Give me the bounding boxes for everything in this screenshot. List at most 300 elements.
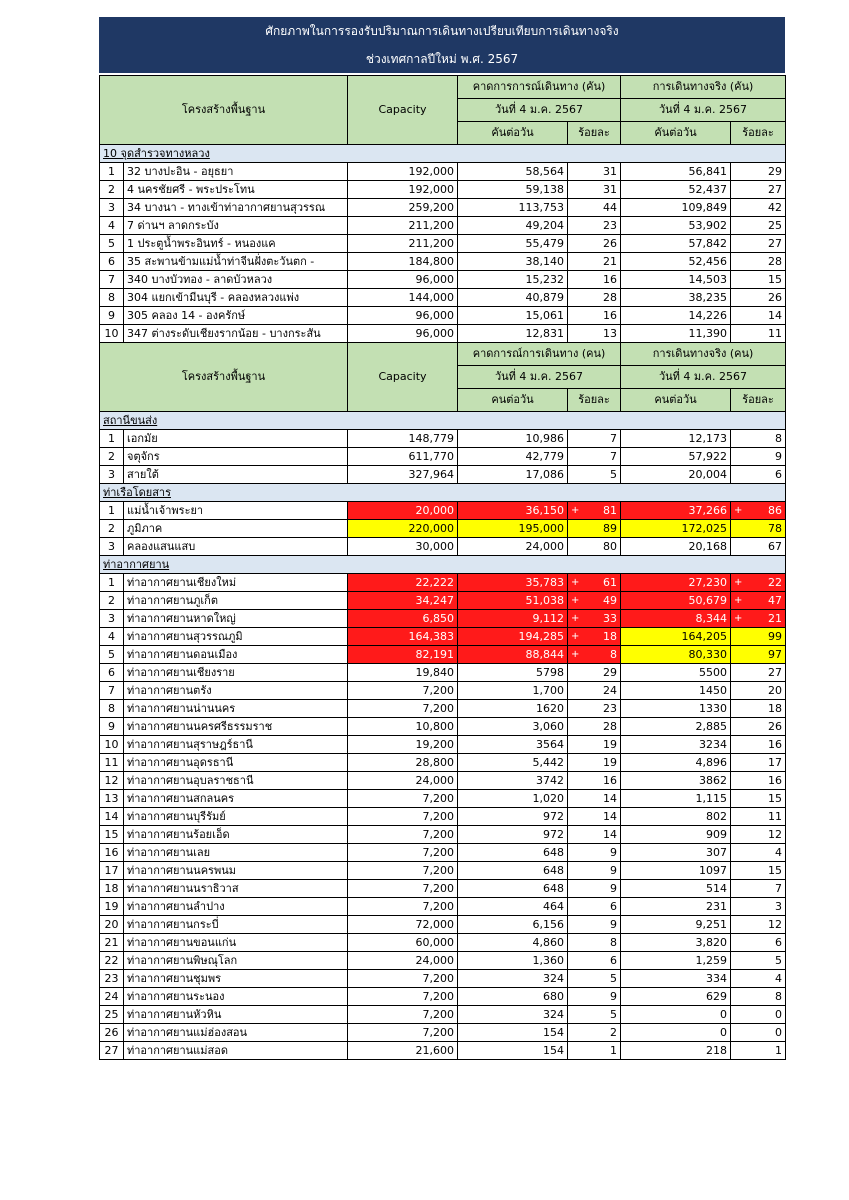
percent-with-sign xyxy=(571,611,617,627)
actual-percent: 6 xyxy=(731,466,786,484)
row-number: 9 xyxy=(100,307,124,325)
capacity-value: 220,000 xyxy=(348,520,458,538)
forecast-percent: 9 xyxy=(568,880,621,898)
capacity-value: 164,383 xyxy=(348,628,458,646)
table-row xyxy=(100,682,786,700)
capacity-value: 21,600 xyxy=(348,1042,458,1060)
header-infra: โครงสร้างพื้นฐาน xyxy=(100,343,348,412)
forecast-percent: 26 xyxy=(568,235,621,253)
actual-percent: 97 xyxy=(731,646,786,664)
row-number: 20 xyxy=(100,916,124,934)
actual-per-day: 218 xyxy=(621,1042,731,1060)
percent-with-sign xyxy=(571,503,617,519)
table-row xyxy=(100,448,786,466)
row-number: 3 xyxy=(100,466,124,484)
actual-per-day: 3234 xyxy=(621,736,731,754)
capacity-value: 7,200 xyxy=(348,970,458,988)
header-actual-per-day: คันต่อวัน xyxy=(621,122,731,145)
forecast-per-day: 17,086 xyxy=(458,466,568,484)
actual-percent: 15 xyxy=(731,271,786,289)
table-row xyxy=(100,163,786,181)
forecast-percent: 5 xyxy=(568,466,621,484)
forecast-per-day: 972 xyxy=(458,808,568,826)
row-name: ท่าอากาศยานสกลนคร xyxy=(124,790,348,808)
row-name: ท่าอากาศยานนครศรีธรรมราช xyxy=(124,718,348,736)
actual-percent: 99 xyxy=(731,628,786,646)
row-number: 15 xyxy=(100,826,124,844)
table-row xyxy=(100,772,786,790)
over-capacity-sign: + xyxy=(571,648,580,660)
capacity-value: 96,000 xyxy=(348,307,458,325)
percent-with-sign xyxy=(571,647,617,663)
capacity-value: 20,000 xyxy=(348,502,458,520)
actual-percent: 28 xyxy=(731,253,786,271)
over-capacity-sign: + xyxy=(571,594,580,606)
row-number: 10 xyxy=(100,736,124,754)
forecast-percent: 31 xyxy=(568,181,621,199)
row-name: ท่าอากาศยานภูเก็ต xyxy=(124,592,348,610)
row-name: 4 นครชัยศรี - พระประโทน xyxy=(124,181,348,199)
table-row xyxy=(100,808,786,826)
forecast-per-day: 1,020 xyxy=(458,790,568,808)
row-number: 2 xyxy=(100,181,124,199)
table-row xyxy=(100,970,786,988)
row-number: 6 xyxy=(100,664,124,682)
actual-per-day: 57,842 xyxy=(621,235,731,253)
percent-value: 22 xyxy=(768,575,783,589)
forecast-percent: 2 xyxy=(568,1024,621,1042)
table-row xyxy=(100,430,786,448)
forecast-per-day: 10,986 xyxy=(458,430,568,448)
capacity-value: 34,247 xyxy=(348,592,458,610)
actual-percent: 4 xyxy=(731,970,786,988)
actual-per-day: 27,230 xyxy=(621,574,731,592)
row-name: 32 บางปะอิน - อยุธยา xyxy=(124,163,348,181)
actual-percent: 14 xyxy=(731,307,786,325)
capacity-value: 7,200 xyxy=(348,1024,458,1042)
row-name: 1 ประตูน้ำพระอินทร์ - หนองแค xyxy=(124,235,348,253)
row-name: ท่าอากาศยานนราธิวาส xyxy=(124,880,348,898)
forecast-percent xyxy=(568,628,621,646)
row-name: 7 ด่านฯ ลาดกระบัง xyxy=(124,217,348,235)
forecast-per-day: 15,232 xyxy=(458,271,568,289)
forecast-percent: 16 xyxy=(568,307,621,325)
table-row xyxy=(100,1006,786,1024)
table-row xyxy=(100,754,786,772)
actual-percent: 11 xyxy=(731,325,786,343)
table-row xyxy=(100,610,786,628)
over-capacity-sign: + xyxy=(571,612,580,624)
capacity-value: 22,222 xyxy=(348,574,458,592)
actual-per-day: 334 xyxy=(621,970,731,988)
row-number: 8 xyxy=(100,289,124,307)
forecast-per-day: 464 xyxy=(458,898,568,916)
capacity-value: 28,800 xyxy=(348,754,458,772)
forecast-per-day: 6,156 xyxy=(458,916,568,934)
forecast-percent: 9 xyxy=(568,844,621,862)
table-row xyxy=(100,253,786,271)
forecast-per-day: 55,479 xyxy=(458,235,568,253)
over-capacity-sign: + xyxy=(734,576,743,588)
row-number: 9 xyxy=(100,718,124,736)
capacity-value: 7,200 xyxy=(348,808,458,826)
capacity-value: 7,200 xyxy=(348,1006,458,1024)
capacity-value: 7,200 xyxy=(348,790,458,808)
header-forecast-date: วันที่ 4 ม.ค. 2567 xyxy=(458,366,621,389)
percent-value: 33 xyxy=(603,611,618,625)
percent-value: 18 xyxy=(603,629,618,643)
header-actual: การเดินทางจริง (คน) xyxy=(621,343,786,366)
percent-value: 49 xyxy=(603,593,618,607)
forecast-per-day: 195,000 xyxy=(458,520,568,538)
row-name: ท่าอากาศยานบุรีรัมย์ xyxy=(124,808,348,826)
forecast-per-day: 5,442 xyxy=(458,754,568,772)
table-row xyxy=(100,538,786,556)
forecast-per-day: 15,061 xyxy=(458,307,568,325)
row-name: ท่าอากาศยานหาดใหญ่ xyxy=(124,610,348,628)
actual-per-day: 52,456 xyxy=(621,253,731,271)
table-row xyxy=(100,1024,786,1042)
row-name: ท่าอากาศยานแม่สอด xyxy=(124,1042,348,1060)
forecast-per-day: 4,860 xyxy=(458,934,568,952)
vehicle-header-row-1 xyxy=(100,76,786,99)
row-number: 14 xyxy=(100,808,124,826)
row-number: 16 xyxy=(100,844,124,862)
actual-per-day: 1450 xyxy=(621,682,731,700)
table-row xyxy=(100,520,786,538)
row-name: ท่าอากาศยานตรัง xyxy=(124,682,348,700)
table-row xyxy=(100,916,786,934)
table-row xyxy=(100,289,786,307)
forecast-per-day: 324 xyxy=(458,970,568,988)
actual-per-day: 80,330 xyxy=(621,646,731,664)
capacity-value: 144,000 xyxy=(348,289,458,307)
forecast-percent: 9 xyxy=(568,916,621,934)
row-number: 1 xyxy=(100,502,124,520)
actual-percent: 27 xyxy=(731,235,786,253)
table-row xyxy=(100,271,786,289)
capacity-value: 7,200 xyxy=(348,682,458,700)
actual-per-day: 172,025 xyxy=(621,520,731,538)
actual-per-day: 629 xyxy=(621,988,731,1006)
forecast-percent: 16 xyxy=(568,772,621,790)
actual-per-day: 37,266 xyxy=(621,502,731,520)
capacity-value: 10,800 xyxy=(348,718,458,736)
header-actual-date: วันที่ 4 ม.ค. 2567 xyxy=(621,366,786,389)
row-number: 27 xyxy=(100,1042,124,1060)
actual-percent xyxy=(731,502,786,520)
forecast-percent: 24 xyxy=(568,682,621,700)
percent-value: 8 xyxy=(610,647,618,661)
header-actual: การเดินทางจริง (คัน) xyxy=(621,76,786,99)
forecast-percent: 29 xyxy=(568,664,621,682)
table-row xyxy=(100,466,786,484)
percent-value: 21 xyxy=(768,611,783,625)
title-line-2: ช่วงเทศกาลปีใหม่ พ.ศ. 2567 xyxy=(365,52,519,66)
table-row xyxy=(100,235,786,253)
actual-percent: 29 xyxy=(731,163,786,181)
section-title: สถานีขนส่ง xyxy=(100,412,786,430)
table-row xyxy=(100,898,786,916)
actual-per-day: 14,503 xyxy=(621,271,731,289)
actual-percent: 15 xyxy=(731,790,786,808)
section-title: ท่าอากาศยาน xyxy=(100,556,786,574)
actual-percent: 18 xyxy=(731,700,786,718)
table-row xyxy=(100,844,786,862)
forecast-percent xyxy=(568,610,621,628)
capacity-value: 211,200 xyxy=(348,235,458,253)
forecast-percent: 7 xyxy=(568,448,621,466)
actual-percent: 15 xyxy=(731,862,786,880)
percent-with-sign xyxy=(571,593,617,609)
row-number: 26 xyxy=(100,1024,124,1042)
percent-with-sign xyxy=(571,629,617,645)
capacity-value: 327,964 xyxy=(348,466,458,484)
row-number: 18 xyxy=(100,880,124,898)
forecast-per-day: 1,360 xyxy=(458,952,568,970)
row-name: 304 แยกเข้ามีนบุรี - คลองหลวงแพ่ง xyxy=(124,289,348,307)
capacity-value: 19,840 xyxy=(348,664,458,682)
actual-percent: 67 xyxy=(731,538,786,556)
capacity-value: 24,000 xyxy=(348,772,458,790)
actual-per-day: 20,004 xyxy=(621,466,731,484)
actual-percent xyxy=(731,592,786,610)
row-name: ท่าอากาศยานลำปาง xyxy=(124,898,348,916)
row-number: 1 xyxy=(100,163,124,181)
percent-with-sign xyxy=(734,611,782,627)
percent-with-sign xyxy=(734,593,782,609)
percent-value: 61 xyxy=(603,575,618,589)
forecast-percent xyxy=(568,574,621,592)
header-forecast: คาดการการณ์เดินทาง (คัน) xyxy=(458,76,621,99)
row-name: ท่าอากาศยานน่านนคร xyxy=(124,700,348,718)
table-row xyxy=(100,628,786,646)
row-number: 5 xyxy=(100,646,124,664)
actual-per-day: 14,226 xyxy=(621,307,731,325)
actual-percent: 6 xyxy=(731,934,786,952)
percent-with-sign xyxy=(571,575,617,591)
table-row xyxy=(100,880,786,898)
row-name: ท่าอากาศยานอุบลราชธานี xyxy=(124,772,348,790)
capacity-value: 211,200 xyxy=(348,217,458,235)
actual-percent: 12 xyxy=(731,916,786,934)
forecast-per-day: 194,285 xyxy=(458,628,568,646)
capacity-value: 7,200 xyxy=(348,844,458,862)
row-name: 35 สะพานข้ามแม่น้ำท่าจีนฝั่งตะวันตก - xyxy=(124,253,348,271)
forecast-per-day: 3,060 xyxy=(458,718,568,736)
table-row xyxy=(100,790,786,808)
row-name: ท่าอากาศยานหัวหิน xyxy=(124,1006,348,1024)
table-row xyxy=(100,1042,786,1060)
forecast-per-day: 51,038 xyxy=(458,592,568,610)
header-forecast-percent: ร้อยละ xyxy=(568,389,621,412)
capacity-value: 96,000 xyxy=(348,325,458,343)
over-capacity-sign: + xyxy=(734,504,743,516)
table-row xyxy=(100,199,786,217)
actual-percent: 26 xyxy=(731,289,786,307)
row-name: 340 บางบัวทอง - ลาดบัวหลวง xyxy=(124,271,348,289)
row-number: 19 xyxy=(100,898,124,916)
row-number: 13 xyxy=(100,790,124,808)
forecast-per-day: 49,204 xyxy=(458,217,568,235)
row-number: 24 xyxy=(100,988,124,1006)
forecast-percent: 44 xyxy=(568,199,621,217)
actual-per-day: 57,922 xyxy=(621,448,731,466)
capacity-value: 24,000 xyxy=(348,952,458,970)
section-title: ท่าเรือโดยสาร xyxy=(100,484,786,502)
forecast-percent: 6 xyxy=(568,952,621,970)
row-number: 4 xyxy=(100,628,124,646)
forecast-percent xyxy=(568,502,621,520)
row-name: ท่าอากาศยานสุวรรณภูมิ xyxy=(124,628,348,646)
capacity-value: 96,000 xyxy=(348,271,458,289)
row-name: คลองแสนแสบ xyxy=(124,538,348,556)
actual-percent: 1 xyxy=(731,1042,786,1060)
table-row xyxy=(100,988,786,1006)
actual-per-day: 909 xyxy=(621,826,731,844)
capacity-value: 7,200 xyxy=(348,988,458,1006)
forecast-per-day: 24,000 xyxy=(458,538,568,556)
table-row xyxy=(100,862,786,880)
actual-percent: 16 xyxy=(731,772,786,790)
forecast-per-day: 648 xyxy=(458,844,568,862)
actual-percent: 9 xyxy=(731,448,786,466)
header-forecast-per-day: คันต่อวัน xyxy=(458,122,568,145)
header-actual-date: วันที่ 4 ม.ค. 2567 xyxy=(621,99,786,122)
capacity-value: 7,200 xyxy=(348,826,458,844)
actual-percent xyxy=(731,574,786,592)
page-title xyxy=(99,17,785,73)
row-name: ภูมิภาค xyxy=(124,520,348,538)
forecast-percent xyxy=(568,592,621,610)
row-name: ท่าอากาศยานร้อยเอ็ด xyxy=(124,826,348,844)
forecast-percent: 14 xyxy=(568,826,621,844)
actual-percent: 42 xyxy=(731,199,786,217)
forecast-per-day: 12,831 xyxy=(458,325,568,343)
header-forecast-date: วันที่ 4 ม.ค. 2567 xyxy=(458,99,621,122)
title-line-1: ศักยภาพในการรองรับปริมาณการเดินทางเปรียบเทียบการเดินทางจริง xyxy=(265,24,619,38)
actual-per-day: 164,205 xyxy=(621,628,731,646)
row-name: สายใต้ xyxy=(124,466,348,484)
capacity-value: 611,770 xyxy=(348,448,458,466)
actual-per-day: 50,679 xyxy=(621,592,731,610)
forecast-percent: 1 xyxy=(568,1042,621,1060)
capacity-value: 192,000 xyxy=(348,181,458,199)
table-row xyxy=(100,592,786,610)
actual-percent: 27 xyxy=(731,664,786,682)
row-number: 3 xyxy=(100,610,124,628)
row-name: 34 บางนา - ทางเข้าท่าอากาศยานสุวรรณ xyxy=(124,199,348,217)
capacity-value: 60,000 xyxy=(348,934,458,952)
actual-per-day: 109,849 xyxy=(621,199,731,217)
forecast-per-day: 1,700 xyxy=(458,682,568,700)
percent-value: 81 xyxy=(603,503,618,517)
row-number: 4 xyxy=(100,217,124,235)
capacity-value: 192,000 xyxy=(348,163,458,181)
actual-percent: 8 xyxy=(731,988,786,1006)
forecast-percent: 19 xyxy=(568,736,621,754)
forecast-percent xyxy=(568,646,621,664)
person-header-row-1 xyxy=(100,343,786,366)
actual-per-day: 514 xyxy=(621,880,731,898)
actual-percent: 12 xyxy=(731,826,786,844)
actual-per-day: 20,168 xyxy=(621,538,731,556)
actual-percent: 20 xyxy=(731,682,786,700)
percent-with-sign xyxy=(734,575,782,591)
forecast-percent: 16 xyxy=(568,271,621,289)
forecast-per-day: 680 xyxy=(458,988,568,1006)
table-row xyxy=(100,952,786,970)
actual-percent: 27 xyxy=(731,181,786,199)
actual-per-day: 307 xyxy=(621,844,731,862)
row-number: 10 xyxy=(100,325,124,343)
actual-per-day: 1,115 xyxy=(621,790,731,808)
row-number: 2 xyxy=(100,448,124,466)
actual-percent: 8 xyxy=(731,430,786,448)
forecast-percent: 23 xyxy=(568,700,621,718)
table-row xyxy=(100,664,786,682)
forecast-percent: 6 xyxy=(568,898,621,916)
section-title: 10 จุดสำรวจทางหลวง xyxy=(100,145,786,163)
row-name: ท่าอากาศยานพิษณุโลก xyxy=(124,952,348,970)
header-capacity: Capacity xyxy=(348,76,458,145)
table-row xyxy=(100,646,786,664)
over-capacity-sign: + xyxy=(571,630,580,642)
section-row-stations xyxy=(100,412,786,430)
forecast-percent: 5 xyxy=(568,970,621,988)
actual-per-day: 3862 xyxy=(621,772,731,790)
actual-percent xyxy=(731,610,786,628)
forecast-per-day: 154 xyxy=(458,1042,568,1060)
row-number: 1 xyxy=(100,574,124,592)
actual-per-day: 1097 xyxy=(621,862,731,880)
table-row xyxy=(100,502,786,520)
forecast-per-day: 36,150 xyxy=(458,502,568,520)
capacity-value: 6,850 xyxy=(348,610,458,628)
row-number: 1 xyxy=(100,430,124,448)
section-row-checkpoints xyxy=(100,145,786,163)
actual-per-day: 0 xyxy=(621,1006,731,1024)
header-infra: โครงสร้างพื้นฐาน xyxy=(100,76,348,145)
capacity-value: 72,000 xyxy=(348,916,458,934)
row-number: 8 xyxy=(100,700,124,718)
actual-percent: 11 xyxy=(731,808,786,826)
row-number: 6 xyxy=(100,253,124,271)
forecast-per-day: 113,753 xyxy=(458,199,568,217)
header-forecast-per-day: คนต่อวัน xyxy=(458,389,568,412)
forecast-percent: 13 xyxy=(568,325,621,343)
row-number: 12 xyxy=(100,772,124,790)
actual-per-day: 1330 xyxy=(621,700,731,718)
actual-per-day: 56,841 xyxy=(621,163,731,181)
actual-percent: 26 xyxy=(731,718,786,736)
forecast-percent: 14 xyxy=(568,808,621,826)
actual-percent: 16 xyxy=(731,736,786,754)
forecast-percent: 8 xyxy=(568,934,621,952)
row-number: 3 xyxy=(100,199,124,217)
table-row xyxy=(100,934,786,952)
forecast-per-day: 9,112 xyxy=(458,610,568,628)
forecast-per-day: 88,844 xyxy=(458,646,568,664)
actual-per-day: 53,902 xyxy=(621,217,731,235)
capacity-value: 7,200 xyxy=(348,880,458,898)
actual-percent: 0 xyxy=(731,1024,786,1042)
row-number: 11 xyxy=(100,754,124,772)
actual-per-day: 12,173 xyxy=(621,430,731,448)
capacity-table xyxy=(99,75,786,1060)
capacity-value: 30,000 xyxy=(348,538,458,556)
actual-per-day: 9,251 xyxy=(621,916,731,934)
